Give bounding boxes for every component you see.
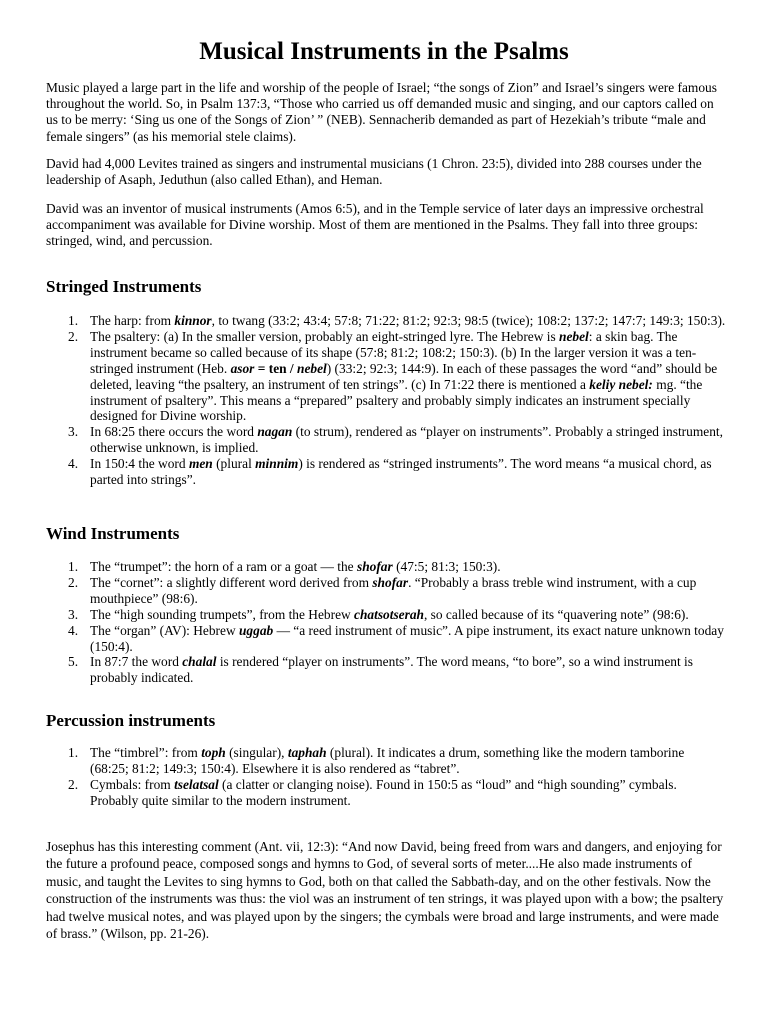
list-item [46,623,726,655]
list-item [46,424,726,456]
list-number: 3. [68,424,79,440]
hebrew-term: shofar [372,574,409,590]
percussion-heading: Percussion instruments [46,711,216,730]
list-number: 4. [68,456,79,472]
hebrew-term: asor [230,360,255,376]
item-text: The “organ” (AV): Hebrew [90,622,239,638]
wind-list [46,559,726,686]
item-text: The harp: from [90,313,175,328]
list-number: 2. [68,328,79,344]
list-item [46,313,726,329]
list-item [46,559,726,575]
hebrew-term: nebel [297,360,327,376]
hebrew-term: nebel [559,328,589,344]
list-number: 5. [68,654,79,670]
item-text: ) is rendered as “stringed instruments”. The word means “a musical chord, as parted into strings”. [90,456,712,488]
hebrew-term: chalal [182,654,217,670]
stringed-heading: Stringed Instruments [46,277,202,296]
item-text: , so called because of its “quavering note” (98:6). [423,606,689,622]
item-text: The “trumpet”: the horn of a ram or a goat — the [90,559,357,574]
item-text: = ten / [254,360,297,376]
item-text: (plural). It indicates a drum, something like the modern tamborine (68:25; 81:2; 149:3; 150:4). Elsewhere it is also rendered as “tabret”. [90,745,685,776]
hebrew-term: chatsotserah [354,606,424,622]
hebrew-term: taphah [287,745,327,760]
list-number: 4. [68,622,79,638]
list-number: 3. [68,606,79,622]
hebrew-term: uggab [238,622,274,638]
item-text: The “cornet”: a slightly different word derived from [90,574,373,590]
item-text: (to strum), rendered as “player on instruments”. Probably a stringed instrument, otherwise unknown, is implied. [90,424,723,456]
percussion-list [46,745,726,809]
hebrew-term: shofar [356,559,393,574]
hebrew-term: minnim [255,456,299,472]
hebrew-term: toph [201,745,226,760]
item-text: The “timbrel”: from [90,745,202,760]
intro-paragraph-3: David was an inventor of musical instruments (Amos 6:5), and in the Temple service of later days an impressive orchestral accompaniment was available for Divine worship. Most of them are mentioned in the Psalms. They fall into three groups: stringed, wind, and percussion. [46,201,704,249]
item-text: In 68:25 there occurs the word [90,424,258,440]
list-item [46,745,726,777]
wind-heading: Wind Instruments [46,524,180,543]
item-text: (47:5; 81:3; 150:3). [392,559,501,574]
item-text: In 150:4 the word [90,456,189,472]
intro-paragraph-1: Music played a large part in the life and worship of the people of Israel; “the songs of Zion” and Israel’s singers were famous throughout the world. So, in Psalm 137:3, “Those who carried us off demanded music and singing, and our captors called on us to be merry: ‘Sing us one of the Songs of Zion’ ” (NEB). Sennacherib demanded as part of Hezekiah’s tribute “male and female singers” (as his memorial stele claims). [46,80,717,144]
item-text: The psaltery: (a) In the smaller version, probably an eight-stringed lyre. The Hebrew is [90,328,560,344]
closing-paragraph: Josephus has this interesting comment (Ant. vii, 12:3): “And now David, being freed from wars and dangers, and enjoying for the future a profound peace, composed songs and hymns to God, of several sorts of meter....He also made instruments of music, and taught the Levites to sing hymns to God, both on that called the Sabbath-day, and on the other festivals. Now the construction of the instruments was thus: the viol was an instrument of ten strings, it was played upon with a bow; the psaltery had twelve musical notes, and was played upon by the singers; the cymbals were broad and large instruments, and were made of brass.” (Wilson, pp. 21-26). [46,839,724,942]
item-text: ) (33:2; 92:3; 144:9). In each of these passages the word “and” should be deleted, leaving “the psaltery, an instrument of ten strings”. (c) In 71:22 there is mentioned a [90,360,718,392]
item-text: (plural [212,456,256,472]
hebrew-term: men [188,456,213,472]
list-item [46,575,726,607]
hebrew-term: kinnor [174,313,212,328]
list-number: 2. [68,776,79,792]
item-text: In 87:7 the word [90,654,183,670]
list-item [46,654,726,686]
list-item [46,607,726,623]
list-item [46,777,726,809]
list-number: 1. [68,313,79,328]
item-text: : a skin bag. The instrument became so called because of its shape (57:8; 81:2; 108:2; 150:3). (b) In the larger version it was a ten-stringed instrument (Heb. [90,328,697,376]
item-text: . “Probably a brass treble wind instrument, with a cup mouthpiece” (98:6). [90,574,697,606]
hebrew-term: nagan [257,424,293,440]
item-text: is rendered “player on instruments”. The word means, “to bore”, so a wind instrument is probably indicated. [90,654,693,686]
list-number: 1. [68,745,79,760]
list-number: 2. [68,574,79,590]
item-text: — “a reed instrument of music”. A pipe instrument, its exact nature unknown today (150:4). [90,622,724,654]
list-item [46,456,726,488]
item-text: , to twang (33:2; 43:4; 57:8; 71:22; 81:2; 92:3; 98:5 (twice); 108:2; 137:2; 147:7; 149:3; 150:3). [211,313,726,328]
hebrew-term: keliy nebel: [589,376,653,392]
list-number: 1. [68,559,79,574]
list-item [46,329,726,424]
stringed-list [46,313,726,488]
item-text: The “high sounding trumpets”, from the Hebrew [90,606,355,622]
intro-paragraph-2: David had 4,000 Levites trained as singers and instrumental musicians (1 Chron. 23:5), divided into 288 courses under the leadership of Asaph, Jeduthun (also called Ethan), and Heman. [46,156,702,188]
item-text: (a clatter or clanging noise). Found in 150:5 as “loud” and “high sounding” cymbals. Probably quite similar to the modern instrument. [90,776,677,808]
item-text: mg. “the instrument of psaltery”. This means a “prepared” psaltery and probably simply indicates an instrument specially designed for Divine worship. [90,376,703,424]
hebrew-term: tselatsal [174,776,219,792]
item-text: (singular), [225,745,288,760]
page-title: Musical Instruments in the Psalms [199,38,569,65]
item-text: Cymbals: from [90,776,175,792]
